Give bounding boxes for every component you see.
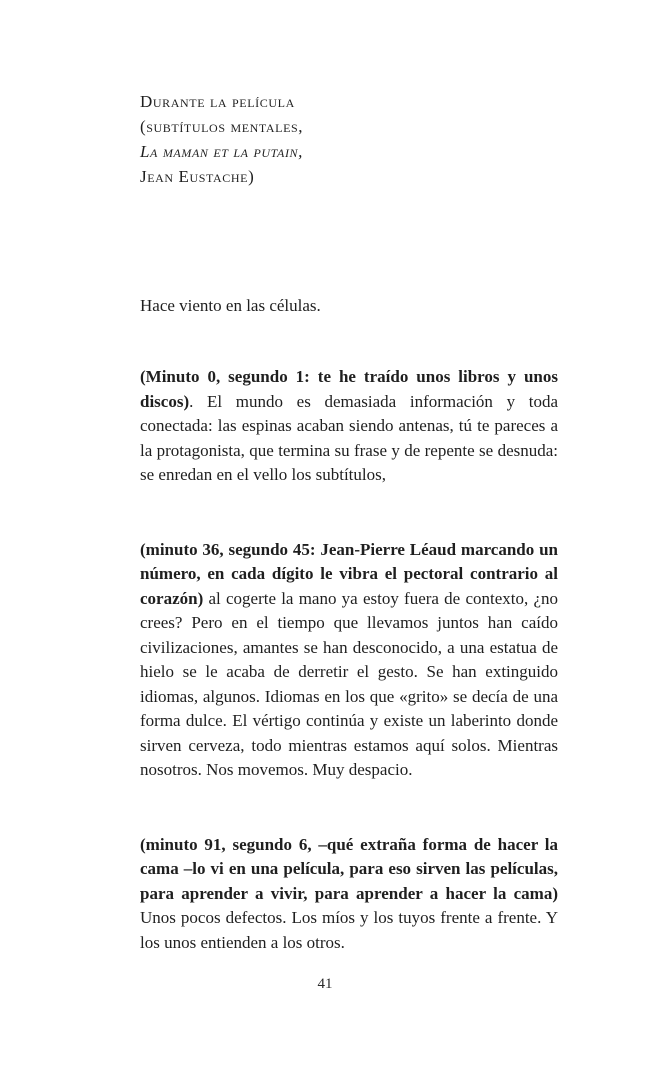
poem-title: Durante la película: [140, 92, 295, 111]
book-page: [140, 89, 558, 955]
poem-title-block: [140, 89, 558, 189]
stanza-1-timestamp: (Minuto 0, segundo 1: te he traído unos libros y unos discos): [140, 367, 558, 411]
stanza-1-text: . El mundo es demasiada información y toda conectada: las espinas acaban siendo antenas, tú te pareces a la protagonista, que termina su frase y de repente se desnuda: se enredan en el vello los subtítulos,: [140, 391, 558, 484]
stanza-3-text: Unos pocos defectos. Los míos y los tuyos frente a frente. Y los unos entienden a los otros.: [140, 908, 558, 952]
stanza-2-text: al cogerte la mano ya estoy fuera de contexto, ¿no crees? Pero en el tiempo que llevamos juntos han caído civilizaciones, amantes se han desconocido, a una estatua de hielo se le acaba de derretir el gesto. Se han extinguido idiomas, algunos. Idiomas en los que «grito» se decía de una forma dulce. El vértigo continúa y existe un laberinto donde sirven cerveza, todo mientras estamos aquí solos. Mientras nosotros. Nos movemos. Muy despacio.: [140, 588, 558, 779]
stanza-1: [140, 365, 558, 488]
stanza-3: [140, 833, 558, 956]
stanza-2-timestamp: (minuto 36, segundo 45: Jean-Pierre Léaud marcando un número, en cada dígito le vibra el pectoral contrario al corazón): [140, 539, 558, 608]
poem-subtitle-line-1: (subtítulos mentales,: [140, 117, 304, 136]
poem-subtitle-film-title: La maman et la putain,: [140, 142, 304, 161]
poem-subtitle-director: Jean Eustache): [140, 167, 255, 186]
page-number: 41: [317, 976, 333, 992]
stanza-2: [140, 538, 558, 783]
opening-line: Hace viento en las células.: [140, 296, 321, 315]
stanza-3-timestamp: (minuto 91, segundo 6, –qué extraña forma de hacer la cama –lo vi en una película, para eso sirven las películas, para aprender a vivir, para aprender a hacer la cama): [140, 834, 558, 903]
